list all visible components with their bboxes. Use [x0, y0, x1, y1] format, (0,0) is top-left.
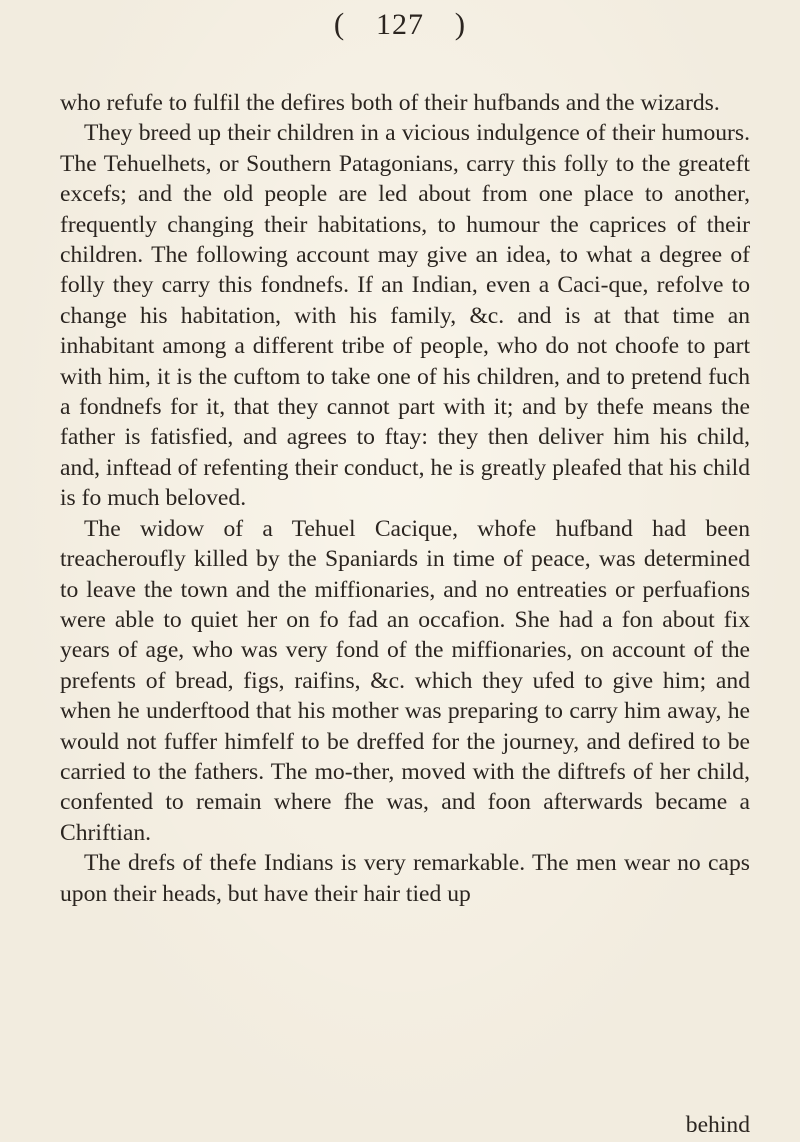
- page-header: [0, 6, 800, 42]
- open-paren: (: [333, 6, 346, 41]
- page-number: 127: [376, 8, 424, 41]
- paragraph-widow-story: The widow of a Tehuel Cacique, whofe hufband had been treacheroufly killed by the Spaniards in time of peace, was determined to leave the town and the miffionaries, and no entreaties or perfuafions were able to quiet her on fo fad an occafion. She had a fon about fix years of age, who was very fond of the miffionaries, on account of the prefents of bread, figs, raifins, &c. which they ufed to give him; and when he underftood that his mother was preparing to carry him away, he would not fuffer himfelf to be dreffed for the journey, and defired to be carried to the fathers. The mo-ther, moved with the diftrefs of her child, confented to remain where fhe was, and foon afterwards became a Chriftian.: [60, 515, 750, 846]
- paragraph-continuation: who refufe to fulfil the defires both of their hufbands and the wizards.: [60, 90, 720, 116]
- close-paren: ): [454, 6, 467, 41]
- paragraph-children-indulgence: They breed up their children in a vicious indulgence of their humours. The Tehuelhets, or Southern Patagonians, carry this folly to the greateft excefs; and the old people are led about from one place to another, frequently changing their habitations, to humour the caprices of their children. The following account may give an idea, to what a degree of folly they carry this fondnefs. If an Indian, even a Caci-que, refolve to change his habitation, with his family, &c. and is at that time an inhabitant among a different tribe of people, who do not choofe to part with him, it is the cuftom to take one of his children, and to pretend fuch a fondnefs for it, that they cannot part with it; and by thefe means the father is fatisfied, and agrees to ftay: they then deliver him his child, and, inftead of refenting their conduct, he is greatly pleafed that his child is fo much beloved.: [60, 120, 750, 512]
- catchword: behind: [685, 1112, 750, 1138]
- page-body: [60, 88, 750, 909]
- paragraph-dress: The drefs of thefe Indians is very remarkable. The men wear no caps upon their heads, but have their hair tied up: [60, 850, 750, 907]
